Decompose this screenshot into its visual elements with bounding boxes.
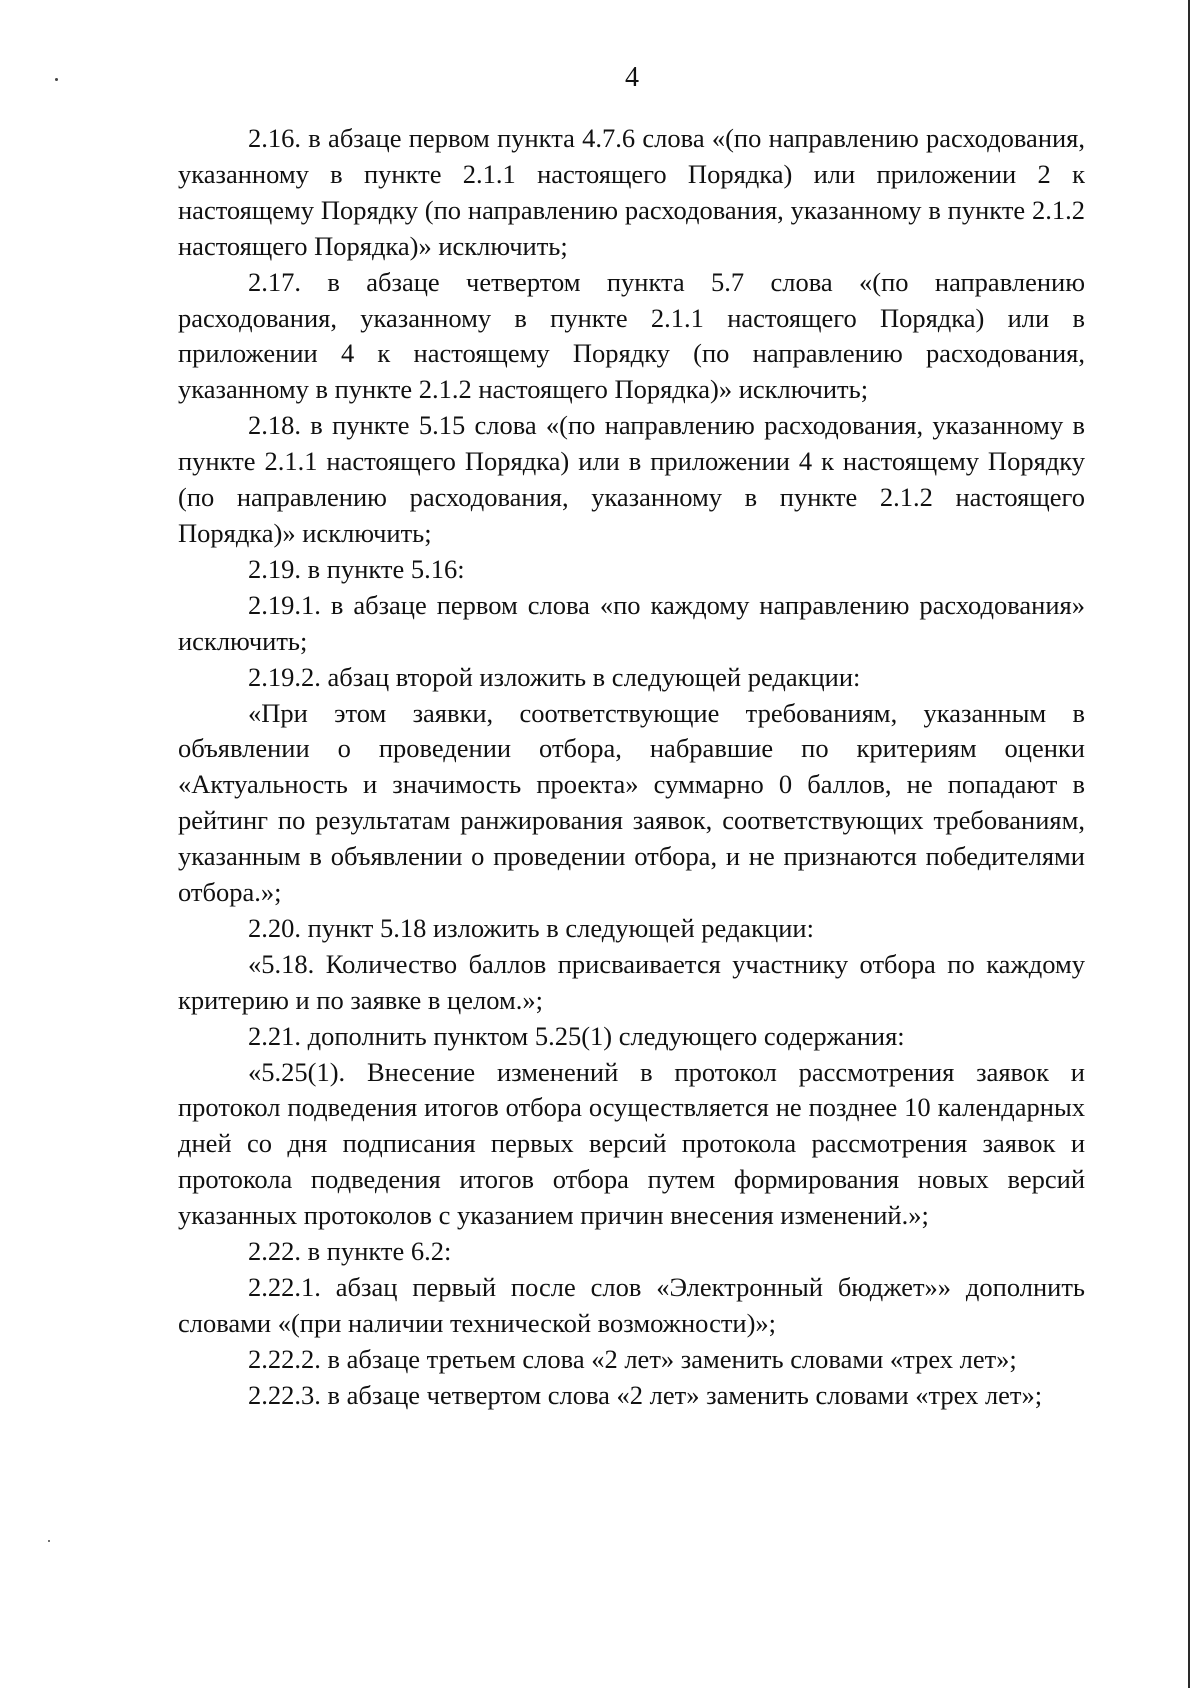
paragraph-2-19: 2.19. в пункте 5.16: (248, 553, 465, 584)
page-number: 4 (625, 62, 639, 93)
paragraph-2-17: 2.17. в абзаце четвертом пункта 5.7 слова «(по направлению расходования, указанному в пункте 2.1.1 настоящего Порядка) или в приложении 4 к настоящему Порядку (по направлению расходования, указанному в пункте 2.1.2 настоящего Порядка)» исключить; (178, 266, 1085, 405)
paragraph-2-22: 2.22. в пункте 6.2: (248, 1236, 452, 1267)
paragraph-2-19-2: 2.19.2. абзац второй изложить в следующей редакции: (248, 661, 861, 692)
paragraph-2-19-1: 2.19.1. в абзаце первом слова «по каждому направлению расходования» исключить; (178, 589, 1085, 656)
paragraph-2-16: 2.16. в абзаце первом пункта 4.7.6 слова «(по направлению расходования, указанному в пункте 2.1.1 настоящего Порядка) или приложении 2 к настоящему Порядку (по направлению расходования, указанному в пункте 2.1.2 настоящего Порядка)» исключить; (178, 123, 1085, 261)
paragraph-2-22-1: 2.22.1. абзац первый после слов «Электронный бюджет»» дополнить словами «(при наличии технической возможности)»; (178, 1272, 1085, 1338)
paragraph-2-22-3: 2.22.3. в абзаце четвертом слова «2 лет» заменить словами «трех лет»; (248, 1379, 1043, 1410)
paragraph-quote-rating: «При этом заявки, соответствующие требованиям, указанным в объявлении о проведении отбора, набравшие по критериям оценки «Актуальность и значимость проекта» суммарно 0 баллов, не попадают в рейтинг по результатам ранжирования заявок, соответствующих требованиям, указанным в объявлении о проведении отбора, и не признаются победителями отбора.»; (178, 697, 1085, 908)
paragraph-quote-5-25-1: «5.25(1). Внесение изменений в протокол рассмотрения заявок и протокол подведения итогов отбора осуществляется не позднее 10 календарных дней со дня подписания первых версий протокола рассмотрения заявок и протокола подведения итогов отбора путем формирования новых версий указанных протоколов с указанием причин внесения изменений.»; (178, 1056, 1085, 1231)
paragraph-2-18: 2.18. в пункте 5.15 слова «(по направлению расходования, указанному в пункте 2.1.1 настоящего Порядка) или в приложении 4 к настоящему Порядку (по направлению расходования, указанному в пункте 2.1.2 настоящего Порядка)» исключить; (178, 410, 1085, 548)
paragraph-2-20: 2.20. пункт 5.18 изложить в следующей редакции: (248, 912, 814, 943)
scan-edge-line (1188, 0, 1190, 1688)
document-body (178, 121, 1085, 1414)
paragraph-quote-5-18: «5.18. Количество баллов присваивается участнику отбора по каждому критерию и по заявке в целом.»; (178, 948, 1085, 1015)
scan-speck (48, 1540, 50, 1542)
paragraph-2-22-2: 2.22.2. в абзаце третьем слова «2 лет» заменить словами «трех лет»; (248, 1343, 1017, 1374)
paragraph-2-21: 2.21. дополнить пунктом 5.25(1) следующего содержания: (248, 1020, 905, 1051)
